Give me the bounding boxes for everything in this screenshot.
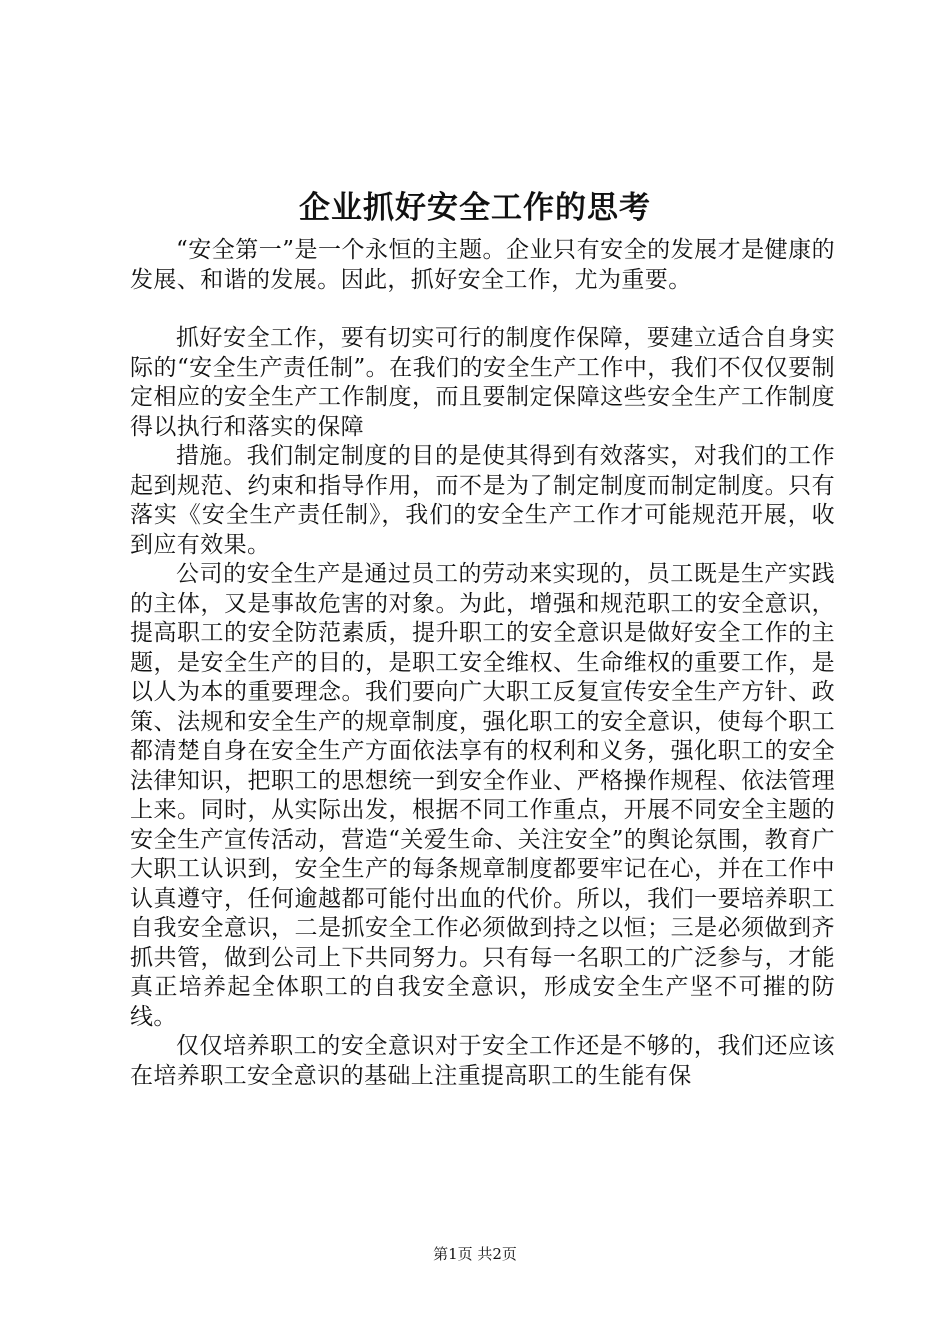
- paragraph-measures: 措施。我们制定制度的目的是使其得到有效落实，对我们的工作起到规范、约束和指导作用，而不是为了制定制度而制定制度。只有落实《安全生产责任制》，我们的安全生产工作才可能规范开展，收到应有效果。: [130, 443, 835, 558]
- paragraph-intro: “安全第一”是一个永恒的主题。企业只有安全的发展才是健康的发展、和谐的发展。因此，抓好安全工作，尤为重要。: [130, 237, 835, 293]
- paragraph-system: 抓好安全工作，要有切实可行的制度作保障，要建立适合自身实际的“安全生产责任制”。在我们的安全生产工作中，我们不仅仅要制定相应的安全生产工作制度，而且要制定保障这些安全生产工作制度得以执行和落实的保障: [130, 325, 835, 440]
- page-number-footer: 第1页 共2页: [433, 1245, 517, 1263]
- paragraph-skills: 仅仅培养职工的安全意识对于安全工作还是不够的，我们还应该在培养职工安全意识的基础上注重提高职工的生能有保: [130, 1033, 835, 1089]
- document-title: 企业抓好安全工作的思考: [299, 190, 651, 226]
- paragraph-awareness: 公司的安全生产是通过员工的劳动来实现的，员工既是生产实践的主体，又是事故危害的对象。为此，增强和规范职工的安全意识，提高职工的安全防范素质，提升职工的安全意识是做好安全工作的主题，是安全生产的目的，是职工安全维权、生命维权的重要工作，是以人为本的重要理念。我们要向广大职工反复宣传安全生产方针、政策、法规和安全生产的规章制度，强化职工的安全意识，使每个职工都清楚自身在安全生产方面依法享有的权利和义务，强化职工的安全法律知识，把职工的思想统一到安全作业、严格操作规程、依法管理上来。同时，从实际出发，根据不同工作重点，开展不同安全主题的安全生产宣传活动，营造“关爱生命、关注安全”的舆论氛围，教育广大职工认识到，安全生产的每条规章制度都要牢记在心，并在工作中认真遵守，任何逾越都可能付出血的代价。所以，我们一要培养职工自我安全意识，二是抓安全工作必须做到持之以恒；三是必须做到齐抓共管，做到公司上下共同努力。只有每一名职工的广泛参与，才能真正培养起全体职工的自我安全意识，形成安全生产坚不可摧的防线。: [130, 561, 835, 1030]
- document-body: [130, 236, 835, 1091]
